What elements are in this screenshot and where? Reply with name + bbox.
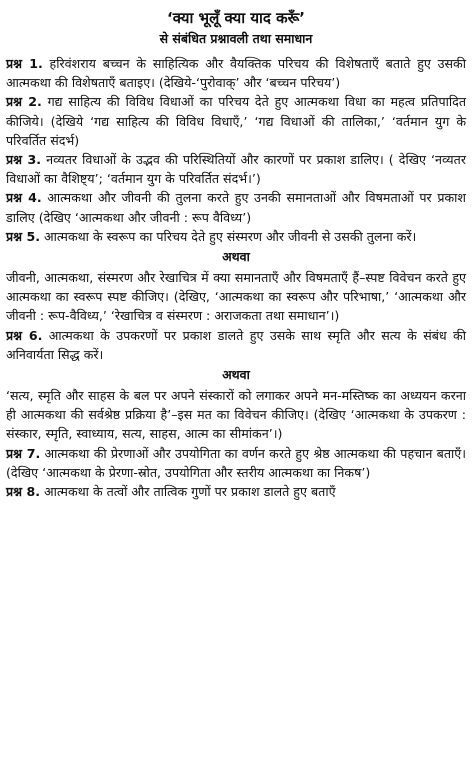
question-label: प्रश्न 3. [6,152,42,168]
or-separator: अथवा [222,249,250,265]
question-text: हरिवंशराय बच्चन के साहित्यिक और वैयक्तिक परिचय की विशेषताएँ बताते हुए उसकी आत्मकथा की विशेषताएँ बताइए। (देखिये-‘पुरोवाक्’ और ‘बच्चन परिचय’) [6,56,466,91]
question-label: प्रश्न 8. [6,484,41,500]
question-label: प्रश्न 7. [6,445,41,461]
alternate-question-5 [6,268,466,326]
question-label: प्रश्न 4. [6,190,42,206]
question-label: प्रश्न 1. [6,56,43,71]
question-label: प्रश्न 2. [6,94,42,110]
question-text: ‘सत्य, स्मृति और साहस के बल पर अपने संस्कारों को लगाकर अपने मन-मस्तिष्क का अध्ययन करना ही आत्मकथा की सर्वश्रेष्ठ प्रक्रिया है’–इस मत का विवेचन कीजिए। (देखिए ‘आत्मकथा के उपकरण : संस्कार, स्मृति, स्वाध्याय, सत्य, साहस, आत्म का सीमांकन’।) [6,388,466,442]
question-text: नव्यतर विधाओं के उद्भव की परिस्थितियों और कारणों पर प्रकाश डालिए। ( देखिए ‘नव्यतर विधाओं का वैशिष्ट्य’; ‘वर्तमान युग के परिवर्तित संदर्भ।’) [6,152,466,187]
question-4 [6,188,466,226]
alternate-question-6 [6,386,466,444]
question-6 [6,326,466,364]
question-7 [6,444,466,482]
question-text: गद्य साहित्य की विविध विधाओं का परिचय देते हुए आत्मकथा विधा का महत्व प्रतिपादित कीजिये। (देखिये ‘गद्य साहित्य की विविध विधाएँ,’ ‘गद्य विधाओं की तालिका,’ ‘वर्तमान युग के परिवर्तित संदर्भ) [6,94,466,148]
question-3 [6,150,466,188]
document-subtitle: से संबंधित प्रश्नावली तथा समाधान [159,31,313,46]
question-label: प्रश्न 6. [6,327,43,343]
question-text: आत्मकथा के उपकरणों पर प्रकाश डालते हुए उसके साथ स्मृति और सत्य के संबंध की अनिवार्यता सिद्ध करें। [6,327,466,362]
question-text: आत्मकथा और जीवनी की तुलना करते हुए उनकी समानताओं और विषमताओं पर प्रकाश डालिए (देखिए ‘आत्मकथा और जीवनी : रूप वैविध्य’) [6,190,466,225]
question-text: आत्मकथा के स्वरूप का परिचय देते हुए संस्मरण और जीवनी से उसकी तुलना करें। [40,228,417,244]
question-2 [6,92,466,150]
document-title: ‘क्या भूलूँ क्या याद करूँ’ [167,9,305,27]
question-text: आत्मकथा के तत्वों और तात्विक गुणों पर प्रकाश डालते हुए बताएँ [40,484,336,500]
question-text: आत्मकथा की प्रेरणाओं और उपयोगिता का वर्णन करते हुए श्रेष्ठ आत्मकथा की पहचान बताएँ। (देखिए ‘आत्मकथा के प्रेरणा-स्रोत, उपयोगिता और स्तरीय आत्मकथा का निकष’) [6,445,466,480]
question-8 [6,482,466,501]
or-separator: अथवा [222,367,250,383]
question-1 [6,54,466,92]
question-5 [6,227,466,246]
question-text: जीवनी, आत्मकथा, संस्मरण और रेखाचित्र में क्या समानताएँ और विषमताएँ हैं–स्पष्ट विवेचन करते हुए आत्मकथा का स्वरूप स्पष्ट कीजिए। (देखिए, ‘आत्मकथा का स्वरूप और परिभाषा,’ ‘आत्मकथा और जीवनी : रूप-वैविध्य,’ ‘रेखाचित्र व संस्मरण : अराजकता तथा समाधान’।) [6,270,466,324]
question-label: प्रश्न 5. [6,228,41,244]
